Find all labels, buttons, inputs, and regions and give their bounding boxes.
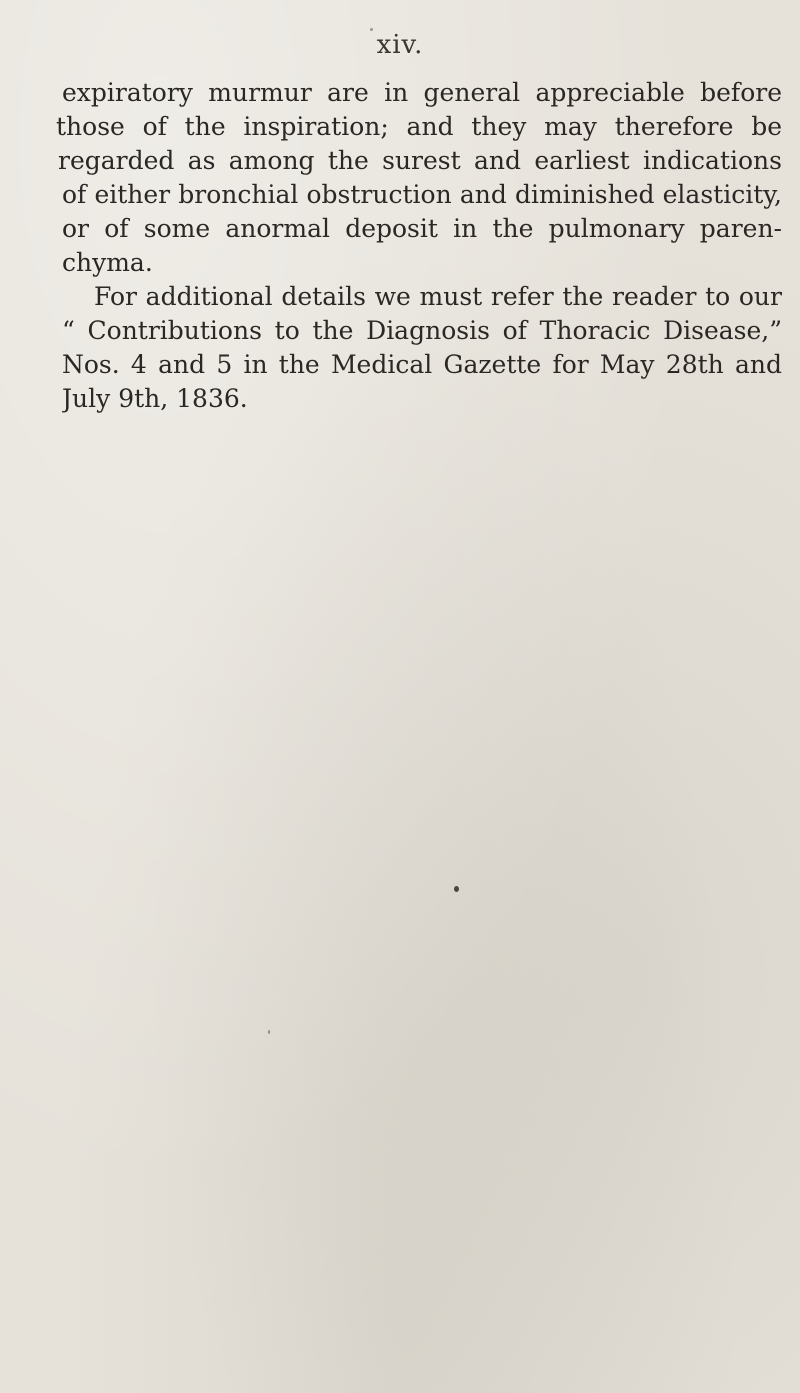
paper-speck	[454, 886, 459, 892]
text-line: For additional details we must refer the reader to our	[94, 282, 782, 311]
page-number: xiv.	[376, 30, 424, 60]
paper-speck	[370, 28, 373, 31]
paper-speck	[268, 1030, 270, 1034]
body-text	[56, 76, 782, 416]
text-line: or of some anormal deposit in the pulmonary paren-	[62, 214, 782, 243]
text-line: expiratory murmur are in general appreciable before	[62, 78, 782, 107]
text-line: of either bronchial obstruction and diminished elasticity,	[62, 180, 782, 209]
text-line: those of the inspiration; and they may therefore be	[56, 112, 782, 141]
text-line: July 9th, 1836.	[62, 384, 248, 413]
text-line: regarded as among the surest and earliest indications	[58, 146, 782, 175]
text-line: chyma.	[62, 248, 153, 277]
text-line: Nos. 4 and 5 in the Medical Gazette for May 28th and	[62, 350, 782, 379]
text-line: “ Contributions to the Diagnosis of Thoracic Disease,”	[62, 316, 782, 345]
